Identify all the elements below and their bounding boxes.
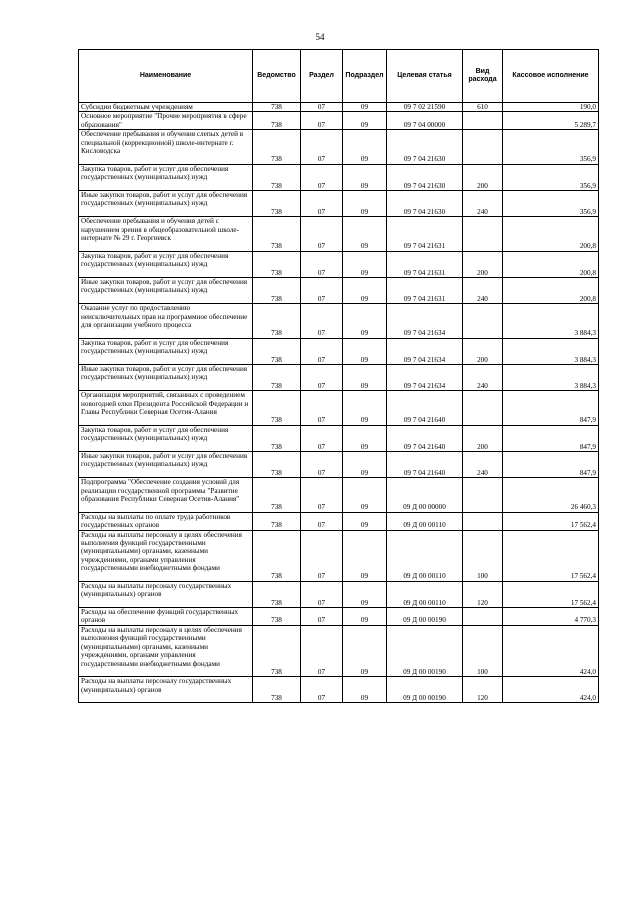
cell-celevaya: 09 7 04 21630: [387, 164, 463, 190]
cell-podrazdel: 09: [343, 191, 387, 217]
cell-podrazdel: 09: [343, 217, 387, 252]
table-row: [79, 391, 599, 426]
cell-ispolnenie: 424,0: [503, 625, 599, 676]
cell-ispolnenie: 847,9: [503, 425, 599, 451]
cell-vedomstvo: 738: [253, 191, 301, 217]
col-header-celevaya: Целевая статья: [387, 50, 463, 103]
cell-podrazdel: 09: [343, 364, 387, 390]
cell-name: Организация мероприятий, связанных с проведением новогодней елки Президента Российской Федерации и Главы Республики Северная Осетия-Алания: [79, 391, 253, 426]
cell-name: Расходы на выплаты персоналу государственных (муниципальных) органов: [79, 581, 253, 607]
col-header-podrazdel: Подраздел: [343, 50, 387, 103]
cell-vid: [463, 478, 503, 513]
cell-razdel: 07: [301, 677, 343, 703]
cell-celevaya: 09 Д 00 00190: [387, 625, 463, 676]
cell-celevaya: 09 Д 00 00190: [387, 608, 463, 626]
cell-vid: 200: [463, 251, 503, 277]
cell-podrazdel: 09: [343, 391, 387, 426]
table-row: [79, 338, 599, 364]
col-header-razdel: Раздел: [301, 50, 343, 103]
cell-ispolnenie: 17 562,4: [503, 512, 599, 530]
cell-razdel: 07: [301, 103, 343, 112]
cell-podrazdel: 09: [343, 451, 387, 477]
table-row: [79, 103, 599, 112]
cell-ispolnenie: 26 460,3: [503, 478, 599, 513]
cell-name: Расходы на обеспечение функций государственных органов: [79, 608, 253, 626]
table-row: [79, 364, 599, 390]
cell-vid: 100: [463, 625, 503, 676]
cell-podrazdel: 09: [343, 677, 387, 703]
cell-ispolnenie: 4 770,3: [503, 608, 599, 626]
cell-podrazdel: 09: [343, 581, 387, 607]
cell-vid: 240: [463, 451, 503, 477]
cell-vid: [463, 304, 503, 339]
cell-name: Расходы на выплаты персоналу в целях обеспечения выполнения функций государственными (муниципальными) органами, казенными учреждениями, органами управления государственными внебюджетными фондами: [79, 625, 253, 676]
table-row: [79, 530, 599, 581]
table-header: [79, 50, 599, 103]
cell-vid: 610: [463, 103, 503, 112]
cell-vid: 200: [463, 425, 503, 451]
cell-razdel: 07: [301, 512, 343, 530]
cell-celevaya: 09 7 04 21631: [387, 251, 463, 277]
cell-razdel: 07: [301, 581, 343, 607]
budget-table: [78, 49, 599, 703]
cell-podrazdel: 09: [343, 277, 387, 303]
cell-ispolnenie: 190,0: [503, 103, 599, 112]
table-row: [79, 277, 599, 303]
cell-celevaya: 09 7 04 21634: [387, 338, 463, 364]
cell-vedomstvo: 738: [253, 217, 301, 252]
table-row: [79, 608, 599, 626]
cell-celevaya: 09 Д 00 00000: [387, 478, 463, 513]
page-number: 54: [315, 32, 325, 42]
cell-ispolnenie: 200,8: [503, 217, 599, 252]
cell-celevaya: 09 7 04 21630: [387, 191, 463, 217]
cell-vid: 100: [463, 530, 503, 581]
table-row: [79, 164, 599, 190]
cell-ispolnenie: 17 562,4: [503, 581, 599, 607]
header-row: [79, 50, 599, 103]
cell-celevaya: 09 7 04 00000: [387, 112, 463, 130]
cell-vedomstvo: 738: [253, 451, 301, 477]
cell-vedomstvo: 738: [253, 391, 301, 426]
cell-razdel: 07: [301, 191, 343, 217]
col-header-vid: Вид расхода: [463, 50, 503, 103]
col-header-ispolnenie: Кассовое исполнение: [503, 50, 599, 103]
table-row: [79, 217, 599, 252]
cell-name: Иные закупки товаров, работ и услуг для обеспечения государственных (муниципальных) нужд: [79, 451, 253, 477]
cell-podrazdel: 09: [343, 338, 387, 364]
cell-vedomstvo: 738: [253, 338, 301, 364]
cell-name: Субсидии бюджетным учреждениям: [79, 103, 253, 112]
cell-ispolnenie: 17 562,4: [503, 530, 599, 581]
cell-celevaya: 09 Д 00 00110: [387, 512, 463, 530]
cell-vedomstvo: 738: [253, 677, 301, 703]
cell-vedomstvo: 738: [253, 112, 301, 130]
cell-ispolnenie: 5 289,7: [503, 112, 599, 130]
cell-celevaya: 09 7 04 21631: [387, 217, 463, 252]
cell-vid: [463, 512, 503, 530]
cell-celevaya: 09 7 04 21634: [387, 364, 463, 390]
cell-vedomstvo: 738: [253, 277, 301, 303]
cell-podrazdel: 09: [343, 304, 387, 339]
table-row: [79, 512, 599, 530]
cell-podrazdel: 09: [343, 625, 387, 676]
cell-celevaya: 09 7 04 21634: [387, 304, 463, 339]
cell-razdel: 07: [301, 364, 343, 390]
cell-name: Расходы на выплаты персоналу государственных (муниципальных) органов: [79, 677, 253, 703]
cell-razdel: 07: [301, 391, 343, 426]
cell-name: Закупка товаров, работ и услуг для обеспечения государственных (муниципальных) нужд: [79, 425, 253, 451]
table-row: [79, 112, 599, 130]
col-header-vedomstvo: Ведомство: [253, 50, 301, 103]
cell-celevaya: 09 7 04 21640: [387, 425, 463, 451]
cell-vid: [463, 130, 503, 165]
cell-ispolnenie: 847,9: [503, 451, 599, 477]
table-row: [79, 451, 599, 477]
cell-ispolnenie: 3 884,3: [503, 338, 599, 364]
cell-celevaya: 09 Д 00 00190: [387, 677, 463, 703]
cell-celevaya: 09 7 04 21631: [387, 277, 463, 303]
table-row: [79, 581, 599, 607]
cell-podrazdel: 09: [343, 103, 387, 112]
cell-podrazdel: 09: [343, 478, 387, 513]
cell-razdel: 07: [301, 251, 343, 277]
cell-vedomstvo: 738: [253, 478, 301, 513]
cell-name: Подпрограмма "Обеспечение создания условий для реализации государственной программы "Развитие образования Республики Северная Осетия-Алания": [79, 478, 253, 513]
cell-celevaya: 09 7 02 21590: [387, 103, 463, 112]
cell-vid: [463, 608, 503, 626]
cell-vedomstvo: 738: [253, 608, 301, 626]
cell-podrazdel: 09: [343, 164, 387, 190]
cell-vedomstvo: 738: [253, 530, 301, 581]
cell-name: Иные закупки товаров, работ и услуг для обеспечения государственных (муниципальных) нужд: [79, 364, 253, 390]
cell-ispolnenie: 847,9: [503, 391, 599, 426]
cell-vid: [463, 112, 503, 130]
cell-ispolnenie: 3 884,3: [503, 304, 599, 339]
cell-vid: 120: [463, 581, 503, 607]
cell-razdel: 07: [301, 608, 343, 626]
cell-name: Закупка товаров, работ и услуг для обеспечения государственных (муниципальных) нужд: [79, 251, 253, 277]
cell-vid: 200: [463, 164, 503, 190]
cell-vedomstvo: 738: [253, 425, 301, 451]
cell-vedomstvo: 738: [253, 164, 301, 190]
cell-podrazdel: 09: [343, 130, 387, 165]
cell-vedomstvo: 738: [253, 103, 301, 112]
cell-vedomstvo: 738: [253, 625, 301, 676]
cell-celevaya: 09 7 04 21640: [387, 451, 463, 477]
table-row: [79, 625, 599, 676]
cell-podrazdel: 09: [343, 512, 387, 530]
cell-razdel: 07: [301, 304, 343, 339]
cell-ispolnenie: 200,8: [503, 277, 599, 303]
cell-name: Иные закупки товаров, работ и услуг для обеспечения государственных (муниципальных) нужд: [79, 277, 253, 303]
cell-ispolnenie: 356,9: [503, 130, 599, 165]
cell-name: Основное мероприятие "Прочие мероприятия в сфере образования": [79, 112, 253, 130]
table-row: [79, 130, 599, 165]
cell-podrazdel: 09: [343, 425, 387, 451]
cell-ispolnenie: 200,8: [503, 251, 599, 277]
cell-celevaya: 09 Д 00 00110: [387, 530, 463, 581]
cell-vid: 240: [463, 191, 503, 217]
cell-vid: 120: [463, 677, 503, 703]
cell-vedomstvo: 738: [253, 251, 301, 277]
cell-razdel: 07: [301, 277, 343, 303]
cell-razdel: 07: [301, 338, 343, 364]
cell-vid: [463, 217, 503, 252]
cell-name: Обеспечение пребывания и обучения слепых детей в специальной (коррекционной) школе-интернате г. Кисловодска: [79, 130, 253, 165]
cell-name: Оказание услуг по предоставлению неисключительных прав на программное обеспечение для организации учебного процесса: [79, 304, 253, 339]
table-row: [79, 677, 599, 703]
cell-razdel: 07: [301, 112, 343, 130]
cell-vid: 200: [463, 338, 503, 364]
cell-name: Иные закупки товаров, работ и услуг для обеспечения государственных (муниципальных) нужд: [79, 191, 253, 217]
table-row: [79, 425, 599, 451]
cell-podrazdel: 09: [343, 112, 387, 130]
cell-vid: 240: [463, 364, 503, 390]
cell-vedomstvo: 738: [253, 581, 301, 607]
table-row: [79, 251, 599, 277]
cell-podrazdel: 09: [343, 530, 387, 581]
cell-razdel: 07: [301, 164, 343, 190]
cell-razdel: 07: [301, 625, 343, 676]
cell-podrazdel: 09: [343, 608, 387, 626]
cell-vedomstvo: 738: [253, 512, 301, 530]
cell-ispolnenie: 356,9: [503, 164, 599, 190]
cell-vedomstvo: 738: [253, 304, 301, 339]
cell-razdel: 07: [301, 130, 343, 165]
cell-celevaya: 09 Д 00 00110: [387, 581, 463, 607]
cell-name: Обеспечение пребывания и обучения детей с нарушением зрения в общеобразовательной школе-интернате № 29 г. Георгиевск: [79, 217, 253, 252]
cell-celevaya: 09 7 04 21630: [387, 130, 463, 165]
table-body: [79, 103, 599, 703]
cell-vedomstvo: 738: [253, 130, 301, 165]
cell-ispolnenie: 356,9: [503, 191, 599, 217]
table-row: [79, 478, 599, 513]
cell-razdel: 07: [301, 478, 343, 513]
cell-podrazdel: 09: [343, 251, 387, 277]
cell-razdel: 07: [301, 217, 343, 252]
cell-name: Расходы на выплаты по оплате труда работников государственных органов: [79, 512, 253, 530]
col-header-name: Наименование: [79, 50, 253, 103]
cell-vedomstvo: 738: [253, 364, 301, 390]
cell-vid: [463, 391, 503, 426]
table-row: [79, 191, 599, 217]
cell-razdel: 07: [301, 530, 343, 581]
cell-razdel: 07: [301, 425, 343, 451]
cell-vid: 240: [463, 277, 503, 303]
table-row: [79, 304, 599, 339]
cell-ispolnenie: 3 884,3: [503, 364, 599, 390]
cell-razdel: 07: [301, 451, 343, 477]
cell-name: Закупка товаров, работ и услуг для обеспечения государственных (муниципальных) нужд: [79, 164, 253, 190]
cell-ispolnenie: 424,0: [503, 677, 599, 703]
cell-name: Расходы на выплаты персоналу в целях обеспечения выполнения функций государственными (муниципальными) органами, казенными учреждениями, органами управления государственными внебюджетными фондами: [79, 530, 253, 581]
cell-name: Закупка товаров, работ и услуг для обеспечения государственных (муниципальных) нужд: [79, 338, 253, 364]
cell-celevaya: 09 7 04 21640: [387, 391, 463, 426]
